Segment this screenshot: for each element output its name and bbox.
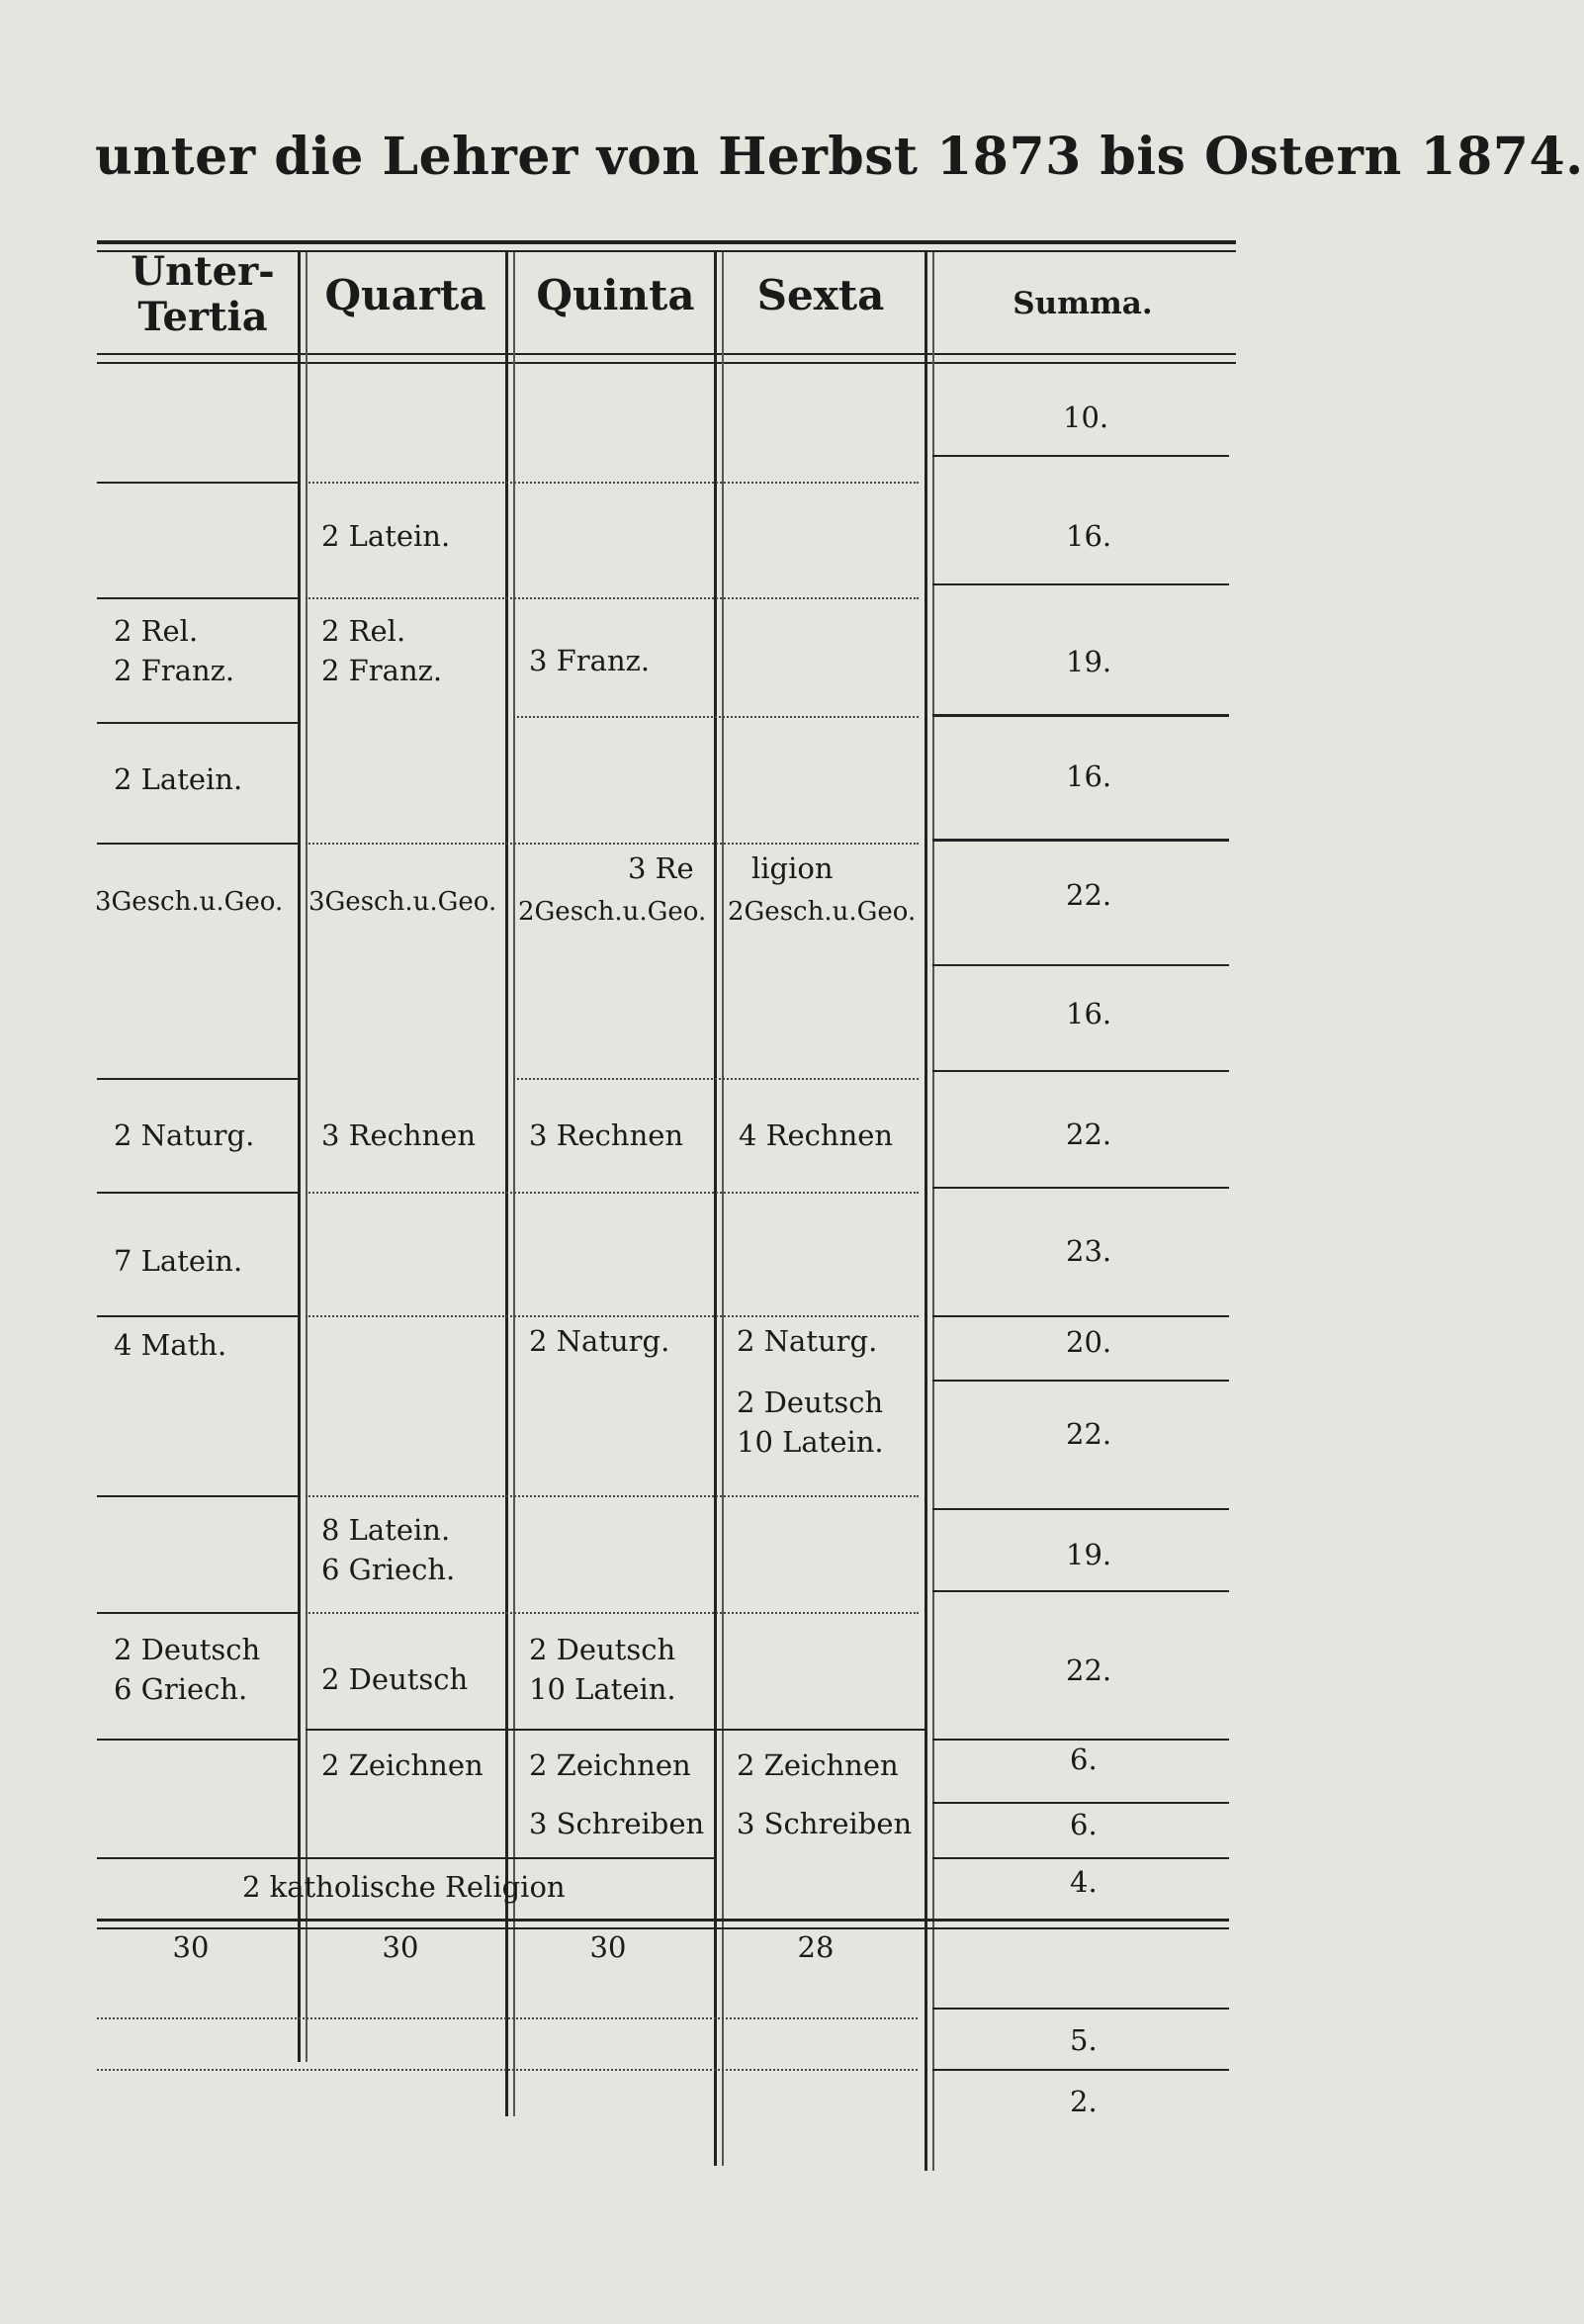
row-rule xyxy=(932,714,1229,717)
cell-line: 2 Deutsch xyxy=(529,1633,676,1666)
row-rule xyxy=(932,1857,1229,1859)
cell-quarta-row13: 2 Zeichnen xyxy=(321,1748,484,1782)
cell-quarta-row5: 3Gesch.u.Geo. xyxy=(308,887,497,917)
cell-quarta-row3 xyxy=(321,611,442,690)
row-rule xyxy=(932,839,1229,842)
row-rule xyxy=(97,1612,298,1614)
page-title: unter die Lehrer von Herbst 1873 bis Ostern 1874. xyxy=(95,127,1584,187)
cell-untertertia-row7: 2 Naturg. xyxy=(114,1118,255,1152)
cell-quinta-row9: 2 Naturg. xyxy=(529,1324,670,1358)
row-rule xyxy=(97,597,298,599)
summa-value: 6. xyxy=(1070,1808,1098,1841)
cell-sexta-row5: 2Gesch.u.Geo. xyxy=(728,897,917,927)
cell-sexta-row13: 2 Zeichnen xyxy=(737,1748,899,1782)
cell-sexta-row7: 4 Rechnen xyxy=(739,1118,894,1152)
cell-quarta-row7: 3 Rechnen xyxy=(321,1118,477,1152)
header-summa: Summa. xyxy=(1012,286,1153,321)
row-rule xyxy=(97,722,298,724)
cell-quarta-row12: 2 Deutsch xyxy=(321,1662,469,1696)
header-untertertia xyxy=(109,249,297,340)
header-quinta: Quinta xyxy=(536,271,695,319)
row-rule xyxy=(97,1495,298,1497)
row-rule-dotted xyxy=(306,843,919,845)
cell-quinta-row5: 2Gesch.u.Geo. xyxy=(518,897,707,927)
header-sexta: Sexta xyxy=(756,271,885,319)
summa-value: 19. xyxy=(1066,1538,1112,1571)
row-rule xyxy=(97,1315,298,1317)
col-rule-2b xyxy=(513,252,515,2116)
cell-quinta-row14: 3 Schreiben xyxy=(529,1807,705,1840)
row-rule xyxy=(932,1508,1229,1510)
row-rule-dotted xyxy=(306,1612,919,1614)
row-rule xyxy=(97,843,298,845)
col-rule-4 xyxy=(924,252,927,2171)
total-untertertia: 30 xyxy=(172,1930,210,1964)
col-rule-2 xyxy=(505,252,508,2116)
row-rule-dotted xyxy=(306,1192,919,1194)
cell-quinta-row7: 3 Rechnen xyxy=(529,1118,684,1152)
row-rule xyxy=(932,2069,1229,2071)
col-rule-4b xyxy=(932,252,934,2171)
col-rule-1 xyxy=(298,252,301,2062)
cell-line: 6 Griech. xyxy=(114,1672,248,1706)
total-quarta: 30 xyxy=(382,1930,419,1964)
row-rule-dotted xyxy=(306,597,919,599)
summa-value: 5. xyxy=(1070,2023,1098,2057)
row-rule xyxy=(932,1070,1229,1072)
row-rule xyxy=(932,583,1229,585)
cell-line: 8 Latein. xyxy=(321,1513,451,1547)
row-rule xyxy=(932,455,1229,457)
header-rule-bottom xyxy=(97,353,1236,355)
row-rule xyxy=(932,964,1229,966)
summa-value: 22. xyxy=(1066,1654,1112,1687)
summa-value: 22. xyxy=(1066,878,1112,912)
summa-value: 19. xyxy=(1066,645,1112,678)
cell-line: 6 Griech. xyxy=(321,1553,456,1586)
summa-value: 22. xyxy=(1066,1417,1112,1451)
cell-line: 10 Latein. xyxy=(737,1425,884,1459)
col-rule-3 xyxy=(714,252,717,2166)
row-rule-dotted xyxy=(306,1315,919,1317)
cell-line: 2 Rel. xyxy=(321,614,406,648)
row-rule xyxy=(97,1192,298,1194)
row-rule xyxy=(932,1380,1229,1382)
row-rule-dotted xyxy=(513,1078,919,1080)
summa-value: 23. xyxy=(1066,1234,1112,1268)
cell-religion-quinta: 3 Re xyxy=(628,851,694,885)
row-rule-dotted xyxy=(97,2017,918,2019)
top-rule xyxy=(97,240,1236,244)
row-rule xyxy=(97,1919,1229,1922)
row-rule-dotted xyxy=(306,482,919,484)
header-untertertia-line1: Unter- xyxy=(131,248,275,295)
col-rule-3b xyxy=(722,252,724,2166)
cell-line: 2 Deutsch xyxy=(114,1633,261,1666)
summa-value: 22. xyxy=(1066,1117,1112,1151)
cell-untertertia-row8: 7 Latein. xyxy=(114,1244,243,1278)
cell-line: 2 Deutsch xyxy=(737,1385,884,1419)
row-rule xyxy=(97,1857,716,1859)
row-rule xyxy=(932,1802,1229,1804)
cell-religion-sexta: ligion xyxy=(751,851,834,885)
cell-untertertia-row5: 3Gesch.u.Geo. xyxy=(95,887,284,917)
row-rule xyxy=(932,1590,1229,1592)
header-untertertia-line2: Tertia xyxy=(137,294,268,340)
total-sexta: 28 xyxy=(797,1930,835,1964)
cell-quinta-row3: 3 Franz. xyxy=(529,644,651,677)
cell-line: 2 Franz. xyxy=(114,654,235,687)
summa-value: 10. xyxy=(1063,401,1109,434)
summa-value: 16. xyxy=(1066,760,1112,793)
cell-quarta-row11 xyxy=(321,1510,455,1589)
cell-untertertia-row4: 2 Latein. xyxy=(114,762,243,796)
cell-sexta-row10 xyxy=(737,1383,884,1462)
cell-line: 10 Latein. xyxy=(529,1672,676,1706)
row-rule xyxy=(932,1315,1229,1317)
cell-quinta-row13: 2 Zeichnen xyxy=(529,1748,691,1782)
cell-quinta-row12 xyxy=(529,1630,676,1709)
row-rule-dotted xyxy=(97,2069,918,2071)
row-rule-dotted xyxy=(513,716,919,718)
cell-line: 2 Franz. xyxy=(321,654,443,687)
header-quarta: Quarta xyxy=(324,271,486,319)
cell-catholic-religion: 2 katholische Religion xyxy=(242,1870,566,1904)
row-rule-dotted xyxy=(306,1495,919,1497)
header-rule-bottom-2 xyxy=(97,362,1236,364)
col-rule-1b xyxy=(306,252,308,2062)
row-rule xyxy=(932,1739,1229,1741)
summa-value: 4. xyxy=(1070,1865,1098,1899)
row-rule xyxy=(97,1078,298,1080)
cell-untertertia-row12 xyxy=(114,1630,260,1709)
cell-untertertia-row3 xyxy=(114,611,234,690)
row-rule xyxy=(306,1729,924,1731)
row-rule xyxy=(97,1927,1229,1929)
cell-line: 2 Rel. xyxy=(114,614,199,648)
row-rule xyxy=(97,482,298,484)
row-rule xyxy=(932,1187,1229,1189)
total-quinta: 30 xyxy=(589,1930,627,1964)
summa-value: 6. xyxy=(1070,1743,1098,1776)
cell-untertertia-row9: 4 Math. xyxy=(114,1328,227,1362)
row-rule xyxy=(932,2008,1229,2010)
summa-value: 16. xyxy=(1066,519,1112,553)
row-rule xyxy=(97,1739,298,1741)
summa-value: 16. xyxy=(1066,997,1112,1030)
summa-value: 20. xyxy=(1066,1325,1112,1359)
summa-value: 2. xyxy=(1070,2085,1098,2118)
cell-sexta-row14: 3 Schreiben xyxy=(737,1807,913,1840)
cell-sexta-row9: 2 Naturg. xyxy=(737,1324,878,1358)
cell-quarta-row2: 2 Latein. xyxy=(321,519,451,553)
